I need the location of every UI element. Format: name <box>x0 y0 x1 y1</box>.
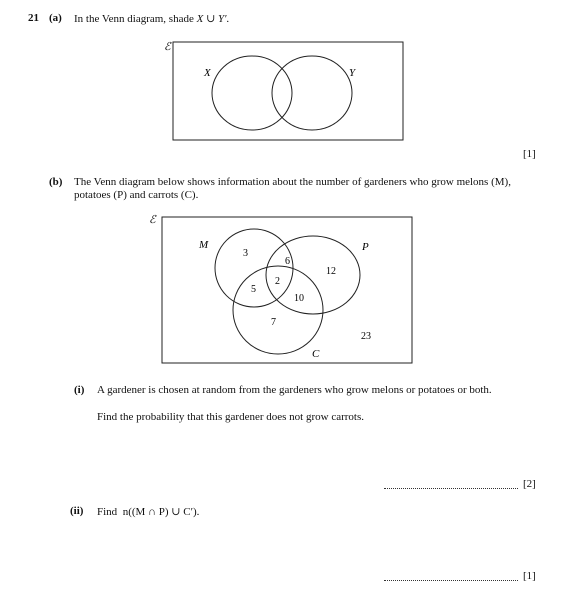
question-number: 21 <box>28 12 39 24</box>
part-a-marks: [1] <box>523 148 536 160</box>
venn-diagram-b <box>140 212 420 367</box>
part-b-ii-text <box>97 505 199 518</box>
region-m-p-c: 2 <box>275 276 280 287</box>
set-p-circle <box>266 236 360 314</box>
part-b-ii-find: Find <box>97 506 118 518</box>
universal-set-symbol-a: ℰ <box>164 41 171 53</box>
set-y-circle <box>272 56 352 130</box>
part-b-line1: The Venn diagram below shows information about the number of gardeners who grow melons (M), <box>74 176 511 188</box>
venn-diagram-a <box>150 38 410 146</box>
part-b-i-line2: Find the probability that this gardener does not grow carrots. <box>97 411 364 423</box>
part-a-instruction: In the Venn diagram, shade <box>74 13 194 25</box>
part-a-text <box>74 12 229 25</box>
answer-line-b-i[interactable] <box>384 488 518 489</box>
region-p-and-c: 10 <box>294 293 304 304</box>
part-b-i-marks: [2] <box>523 478 536 490</box>
set-m-circle <box>215 229 293 307</box>
part-a-expression: X ∪ Y′. <box>196 13 230 25</box>
set-y-label: Y <box>349 67 356 79</box>
set-x-label: X <box>204 67 211 79</box>
region-c-only: 7 <box>271 317 276 328</box>
region-m-and-c: 5 <box>251 284 256 295</box>
part-b-i-label: (i) <box>74 384 85 396</box>
set-x-circle <box>212 56 292 130</box>
set-m-label: M <box>199 239 209 251</box>
part-a-label: (a) <box>49 12 62 24</box>
set-p-label: P <box>362 241 369 253</box>
part-b-line2: potatoes (P) and carrots (C). <box>74 189 199 201</box>
universal-set-symbol-b: ℰ <box>149 214 156 226</box>
universal-set-box-a <box>173 42 403 140</box>
region-m-and-p: 6 <box>285 256 290 267</box>
part-b-label: (b) <box>49 176 63 188</box>
part-b-ii-marks: [1] <box>523 570 536 582</box>
region-m-only: 3 <box>243 248 248 259</box>
answer-line-b-ii[interactable] <box>384 580 518 581</box>
region-p-only: 12 <box>326 266 336 277</box>
part-b-ii-label: (ii) <box>70 505 84 517</box>
part-b-ii-expression: n((M ∩ P) ∪ C′). <box>122 506 200 518</box>
region-outside: 23 <box>361 331 371 342</box>
set-c-label: C <box>312 348 320 360</box>
part-b-i-line1: A gardener is chosen at random from the gardeners who grow melons or potatoes or both. <box>97 384 492 396</box>
